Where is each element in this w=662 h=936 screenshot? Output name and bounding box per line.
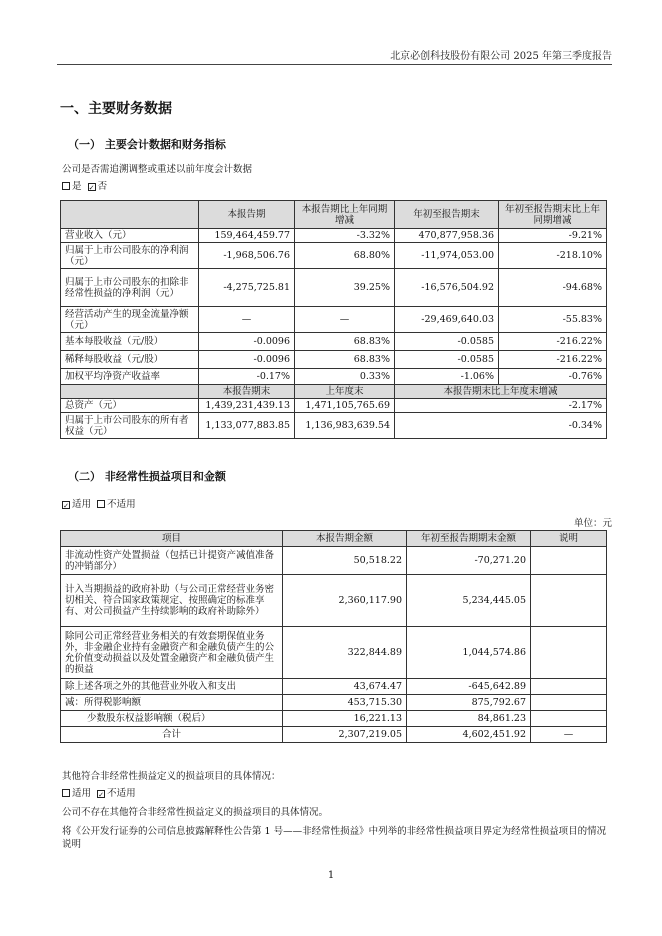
cell-value: -9.21% [499,229,607,243]
table-subheader-row [61,385,607,399]
row-label: 合计 [61,727,283,743]
option-apply-label-2: 适用 [72,788,92,799]
cell-value [531,575,607,627]
cell-value: -0.34% [395,413,607,439]
row-label: 经营活动产生的现金流量净额（元） [61,307,199,333]
header-cell: 本报告期末比上年度末增减 [395,385,607,399]
header-cell: 年初至报告期末比上年同期增减 [499,201,607,229]
row-label: 归属于上市公司股东的净利润（元） [61,243,199,269]
option-not-apply-label: 不适用 [107,499,136,510]
cell-value: -0.0585 [395,333,499,351]
cell-value: — [531,727,607,743]
subsection-title-1: （一） 主要会计数据和财务指标 [68,138,226,151]
header-cell: 本报告期 [199,201,295,229]
checkbox-apply-2[interactable] [62,789,70,797]
cell-value: 1,136,983,639.54 [295,413,395,439]
other-items-options [62,787,136,800]
table-row [61,369,607,385]
cell-value: 39.25% [295,269,395,307]
cell-value: 5,234,445.05 [407,575,531,627]
table-header-row [61,531,607,547]
header-cell: 年初至报告期末 [395,201,499,229]
row-label: 基本每股收益（元/股） [61,333,199,351]
table-row [61,399,607,413]
cell-value: -0.17% [199,369,295,385]
cell-value: -11,974,053.00 [395,243,499,269]
row-label: 减：所得税影响额 [61,695,283,711]
cell-value: — [295,307,395,333]
cell-value: -645,642.89 [407,679,531,695]
table-row [61,333,607,351]
cell-value: -16,576,504.92 [395,269,499,307]
row-label: 归属于上市公司股东的所有者权益（元） [61,413,199,439]
cell-value: -94.68% [499,269,607,307]
cell-value: 1,133,077,883.85 [199,413,295,439]
header-cell: 说明 [531,531,607,547]
row-label: 少数股东权益影响额（税后） [61,711,283,727]
cell-value: -1,968,506.76 [199,243,295,269]
row-label: 计入当期损益的政府补助（与公司正常经营业务密切相关、符合国家政策规定、按照确定的标准享有、对公司损益产生持续影响的政府补助除外） [61,575,283,627]
table-row [61,413,607,439]
header-cell: 上年度末 [295,385,395,399]
key-financial-table [60,200,607,439]
restatement-options [62,180,107,193]
cell-value: 470,877,958.36 [395,229,499,243]
non-recurring-table [60,530,607,743]
header-cell: 年初至报告期期末金额 [407,531,531,547]
cell-value: 453,715.30 [283,695,407,711]
table-row [61,575,607,627]
row-label: 加权平均净资产收益率 [61,369,199,385]
cell-value: -0.0096 [199,333,295,351]
cell-value: -29,469,640.03 [395,307,499,333]
restatement-question: 公司是否需追溯调整或重述以前年度会计数据 [62,164,253,175]
row-label: 稀释每股收益（元/股） [61,351,199,369]
cell-value: -216.22% [499,333,607,351]
cell-value: -0.0585 [395,351,499,369]
row-label: 营业收入（元） [61,229,199,243]
row-label: 除同公司正常经营业务相关的有效套期保值业务外，非金融企业持有金融资产和金融负债产生的公允价值变动损益以及处置金融资产和金融负债产生的损益 [61,627,283,679]
table-row [61,679,607,695]
option-yes-label: 是 [72,181,82,192]
cell-value: 43,674.47 [283,679,407,695]
reclassification-note: 将《公开发行证券的公司信息披露解释性公告第 1 号——非经常性损益》中列举的非经常性损益项目界定为经常性损益项目的情况说明 [62,826,607,850]
cell-value [531,695,607,711]
cell-value [531,547,607,575]
section-title: 一、主要财务数据 [60,101,172,117]
table-row [61,269,607,307]
cell-value: 1,471,105,765.69 [295,399,395,413]
checkbox-no[interactable]: ✓ [88,184,95,192]
cell-value: -2.17% [395,399,607,413]
table-row [61,695,607,711]
cell-value: 2,307,219.05 [283,727,407,743]
table-row [61,229,607,243]
cell-value: 322,844.89 [283,627,407,679]
option-not-apply-label-2: 不适用 [107,788,136,799]
cell-value: — [199,307,295,333]
cell-value: 0.33% [295,369,395,385]
cell-value: -55.83% [499,307,607,333]
checkbox-apply[interactable]: ✓ [63,502,69,510]
no-other-items-note: 公司不存在其他符合非经常性损益定义的损益项目的具体情况。 [62,807,329,818]
header-cell [61,201,199,229]
cell-value: 68.83% [295,351,395,369]
cell-value: 875,792.67 [407,695,531,711]
header-cell: 本报告期比上年同期增减 [295,201,395,229]
cell-value: -1.06% [395,369,499,385]
subsection-title-2: （二） 非经常性损益项目和金额 [68,470,226,483]
cell-value: -0.76% [499,369,607,385]
cell-value: -70,271.20 [407,547,531,575]
cell-value: 1,044,574.86 [407,627,531,679]
cell-value [531,711,607,727]
report-header: 北京必创科技股份有限公司 2025 年第三季度报告 [390,51,612,62]
header-cell: 本报告期金额 [283,531,407,547]
cell-value: 1,439,231,439.13 [199,399,295,413]
checkbox-yes[interactable] [62,182,70,190]
table-row [61,243,607,269]
option-no-label: 否 [97,181,108,192]
checkbox-not-apply-2[interactable]: ✓ [98,791,104,799]
checkbox-not-apply[interactable] [97,500,105,508]
cell-value: 2,360,117.90 [283,575,407,627]
header-cell [61,385,199,399]
table-header-row [61,201,607,229]
cell-value: -218.10% [499,243,607,269]
cell-value: -216.22% [499,351,607,369]
unit-label: 单位：元 [573,518,612,529]
cell-value: -4,275,725.81 [199,269,295,307]
table-row [61,627,607,679]
page-number: 1 [327,870,335,881]
applicability-options [62,498,136,511]
row-label: 总资产（元） [61,399,199,413]
cell-value: -3.32% [295,229,395,243]
header-divider [57,64,612,65]
cell-value: 84,861.23 [407,711,531,727]
cell-value: 68.83% [295,333,395,351]
table-row [61,351,607,369]
row-label: 归属于上市公司股东的扣除非经常性损益的净利润（元） [61,269,199,307]
option-apply-label: 适用 [72,499,92,510]
table-row [61,711,607,727]
cell-value [531,627,607,679]
header-cell: 本报告期末 [199,385,295,399]
other-items-note: 其他符合非经常性损益定义的损益项目的具体情况： [62,771,281,782]
cell-value [531,679,607,695]
cell-value: 16,221.13 [283,711,407,727]
row-label: 非流动性资产处置损益（包括已计提资产减值准备的冲销部分） [61,547,283,575]
table-total-row [61,727,607,743]
row-label: 除上述各项之外的其他营业外收入和支出 [61,679,283,695]
cell-value: -0.0096 [199,351,295,369]
cell-value: 68.80% [295,243,395,269]
cell-value: 4,602,451.92 [407,727,531,743]
cell-value: 159,464,459.77 [199,229,295,243]
table-row [61,547,607,575]
table-row [61,307,607,333]
cell-value: 50,518.22 [283,547,407,575]
header-cell: 项目 [61,531,283,547]
